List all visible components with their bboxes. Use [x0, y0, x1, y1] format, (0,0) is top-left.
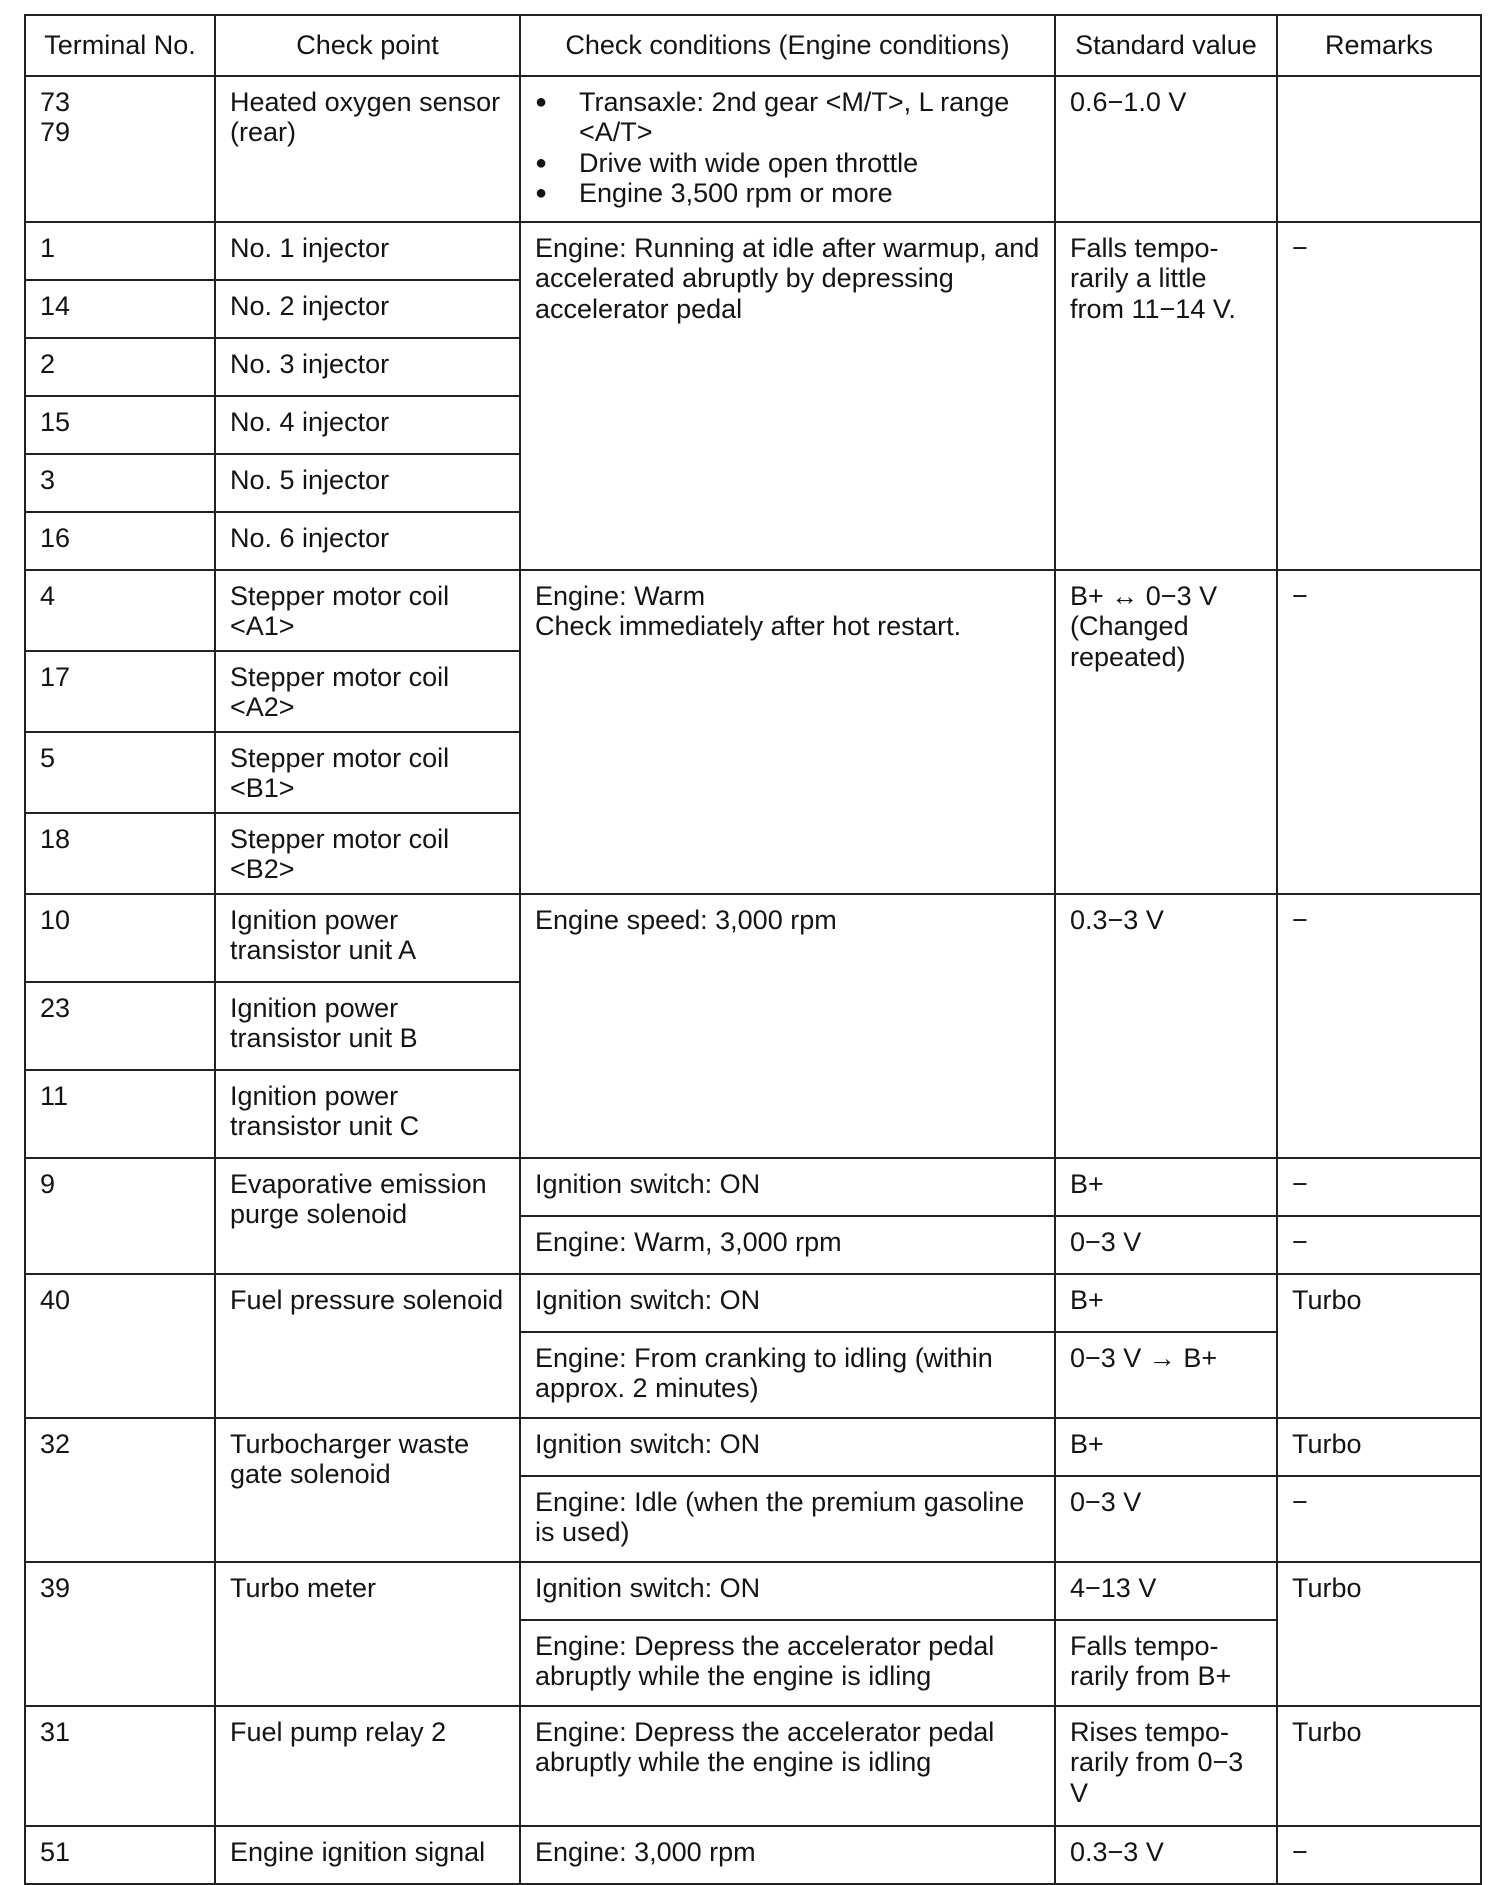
standard-cell: Rises tempo-rarily from 0−3 V [1055, 1706, 1277, 1826]
conditions-cell: Engine: 3,000 rpm [520, 1826, 1055, 1884]
header-terminal: Terminal No. [25, 15, 215, 76]
remarks-cell: Turbo [1277, 1418, 1481, 1476]
terminal-cell: 2 [25, 338, 215, 396]
table-row [25, 570, 1481, 651]
check-point-cell: Engine ignition signal [215, 1826, 520, 1884]
header-remarks: Remarks [1277, 15, 1481, 76]
table-row [25, 894, 1481, 982]
conditions-cell: Ignition switch: ON [520, 1418, 1055, 1476]
table-row [25, 76, 1481, 222]
terminal-cell: 32 [25, 1418, 215, 1562]
remarks-cell: Turbo [1277, 1274, 1481, 1418]
standard-cell: 0.3−3 V [1055, 894, 1277, 1158]
conditions-cell: Engine: Warm, 3,000 rpm [520, 1216, 1055, 1274]
terminal-cell: 23 [25, 982, 215, 1070]
condition-item: ● Drive with wide open throttle [535, 148, 1040, 179]
check-point-cell: Stepper motor coil <A1> [215, 570, 520, 651]
terminal-cell: 14 [25, 280, 215, 338]
check-point-cell: Evaporative emission purge solenoid [215, 1158, 520, 1274]
terminal-cell: 3 [25, 454, 215, 512]
standard-cell: B+ [1055, 1418, 1277, 1476]
remarks-cell: − [1277, 894, 1481, 1158]
check-point-cell: Ignition power transistor unit B [215, 982, 520, 1070]
terminal-cell: 39 [25, 1562, 215, 1706]
standard-cell: 0−3 V → B+ [1055, 1332, 1277, 1418]
conditions-cell: Engine: Depress the accelerator pedal abruptly while the engine is idling [520, 1706, 1055, 1826]
remarks-cell: Turbo [1277, 1706, 1481, 1826]
check-point-cell: Stepper motor coil <B2> [215, 813, 520, 894]
standard-cell: 4−13 V [1055, 1562, 1277, 1620]
check-point-cell: Heated oxygen sensor (rear) [215, 76, 520, 222]
check-point-cell: Fuel pressure solenoid [215, 1274, 520, 1418]
check-point-cell: No. 3 injector [215, 338, 520, 396]
terminal-cell: 9 [25, 1158, 215, 1274]
check-point-cell: Ignition power transistor unit C [215, 1070, 520, 1158]
header-standard: Standard value [1055, 15, 1277, 76]
terminal-number: 73 [40, 86, 71, 117]
remarks-cell: − [1277, 1158, 1481, 1216]
table-row [25, 1826, 1481, 1884]
remarks-cell: Turbo [1277, 1562, 1481, 1706]
header-row [25, 15, 1481, 76]
terminal-check-table [24, 14, 1482, 1885]
conditions-cell [520, 76, 1055, 222]
standard-cell: Falls tempo-rarily from B+ [1055, 1620, 1277, 1706]
standard-cell: Falls tempo-rarily a little from 11−14 V. [1055, 222, 1277, 570]
standard-cell: B+ [1055, 1274, 1277, 1332]
conditions-cell [520, 570, 1055, 894]
terminal-cell: 16 [25, 512, 215, 570]
terminal-cell [25, 76, 215, 222]
terminal-cell: 10 [25, 894, 215, 982]
header-conditions: Check conditions (Engine conditions) [520, 15, 1055, 76]
standard-cell: B+ ↔ 0−3 V (Changed repeated) [1055, 570, 1277, 894]
terminal-cell: 18 [25, 813, 215, 894]
standard-cell: 0.6−1.0 V [1055, 76, 1277, 222]
standard-cell: 0.3−3 V [1055, 1826, 1277, 1884]
remarks-cell: − [1277, 1216, 1481, 1274]
conditions-cell: Engine: From cranking to idling (within approx. 2 minutes) [520, 1332, 1055, 1418]
table-row [25, 222, 1481, 280]
check-point-cell: No. 1 injector [215, 222, 520, 280]
terminal-cell: 4 [25, 570, 215, 651]
remarks-cell: − [1277, 570, 1481, 894]
condition-line: Engine: Warm [535, 580, 706, 611]
table-row [25, 1562, 1481, 1620]
conditions-cell: Engine: Depress the accelerator pedal abruptly while the engine is idling [520, 1620, 1055, 1706]
remarks-cell: − [1277, 1826, 1481, 1884]
terminal-cell: 1 [25, 222, 215, 280]
conditions-cell: Ignition switch: ON [520, 1274, 1055, 1332]
condition-item: ● Engine 3,500 rpm or more [535, 178, 1040, 209]
check-point-cell: Stepper motor coil <B1> [215, 732, 520, 813]
spec-page [24, 14, 1480, 1885]
standard-cell: B+ [1055, 1158, 1277, 1216]
terminal-cell: 40 [25, 1274, 215, 1418]
terminal-number: 79 [40, 117, 71, 147]
conditions-cell: Ignition switch: ON [520, 1158, 1055, 1216]
check-point-cell: No. 2 injector [215, 280, 520, 338]
terminal-cell: 5 [25, 732, 215, 813]
terminal-cell: 11 [25, 1070, 215, 1158]
check-point-cell: Fuel pump relay 2 [215, 1706, 520, 1826]
standard-cell: 0−3 V [1055, 1216, 1277, 1274]
conditions-cell: Engine: Running at idle after warmup, and accelerated abruptly by depressing accelerator pedal [520, 222, 1055, 570]
condition-line: Check immediately after hot restart. [535, 611, 962, 641]
check-point-cell: Turbocharger waste gate solenoid [215, 1418, 520, 1562]
check-point-cell: No. 4 injector [215, 396, 520, 454]
table-row [25, 1418, 1481, 1476]
terminal-cell: 51 [25, 1826, 215, 1884]
conditions-cell: Engine: Idle (when the premium gasoline is used) [520, 1476, 1055, 1562]
check-point-cell: Stepper motor coil <A2> [215, 651, 520, 732]
check-point-cell: Ignition power transistor unit A [215, 894, 520, 982]
check-point-cell: No. 6 injector [215, 512, 520, 570]
condition-item: ● Transaxle: 2nd gear <M/T>, L range <A/T> [535, 87, 1040, 148]
header-check-point: Check point [215, 15, 520, 76]
table-row [25, 1274, 1481, 1332]
conditions-cell: Ignition switch: ON [520, 1562, 1055, 1620]
remarks-cell: − [1277, 1476, 1481, 1562]
standard-cell: 0−3 V [1055, 1476, 1277, 1562]
conditions-cell: Engine speed: 3,000 rpm [520, 894, 1055, 1158]
check-point-cell: Turbo meter [215, 1562, 520, 1706]
remarks-cell: − [1277, 222, 1481, 570]
terminal-cell: 15 [25, 396, 215, 454]
table-row [25, 1158, 1481, 1216]
check-point-cell: No. 5 injector [215, 454, 520, 512]
conditions-list [535, 87, 1040, 209]
terminal-cell: 31 [25, 1706, 215, 1826]
remarks-cell [1277, 76, 1481, 222]
terminal-cell: 17 [25, 651, 215, 732]
